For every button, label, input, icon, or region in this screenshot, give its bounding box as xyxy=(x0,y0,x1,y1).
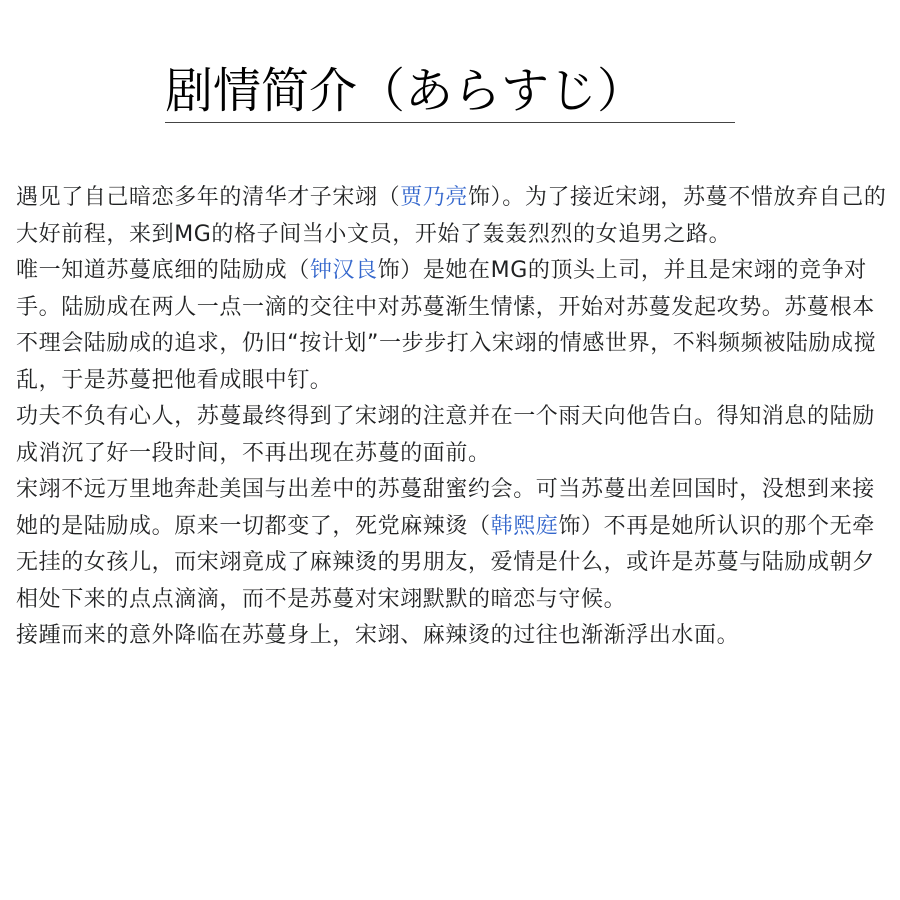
synopsis-paragraph xyxy=(16,180,892,253)
synopsis-paragraph xyxy=(16,472,892,618)
paragraph-text: 饰）不再是她所认识的那个无牵无挂的女孩儿，而宋翊竟成了麻辣烫的男朋友，爱情是什么，或许是苏蔓与陆励成朝夕相处下来的点点滴滴，而不是苏蔓对宋翊默默的暗恋与守候。 xyxy=(16,513,875,612)
section-heading-container xyxy=(165,60,735,123)
paragraph-text: 遇见了自己暗恋多年的清华才子宋翊（ xyxy=(16,185,401,210)
actor-link[interactable]: 韩熙庭 xyxy=(490,513,559,539)
actor-link[interactable]: 贾乃亮 xyxy=(400,185,469,210)
synopsis-paragraph xyxy=(16,253,892,399)
synopsis-paragraph xyxy=(16,399,892,472)
paragraph-text: 宋翊不远万里地奔赴美国与出差中的苏蔓甜蜜约会。可当苏蔓出差回国时，没想到来接她的是陆励成。原来一切都变了，死党麻辣烫（ xyxy=(16,477,875,539)
paragraph-text: 接踵而来的意外降临在苏蔓身上，宋翊、麻辣烫的过往也渐渐浮出水面。 xyxy=(16,623,740,648)
paragraph-text: 唯一知道苏蔓底细的陆励成（ xyxy=(16,258,310,283)
synopsis-body xyxy=(16,180,892,655)
paragraph-text: 功夫不负有心人，苏蔓最终得到了宋翊的注意并在一个雨天向他告白。得知消息的陆励成消沉了好一段时间，不再出现在苏蔓的面前。 xyxy=(16,404,875,466)
actor-link[interactable]: 钟汉良 xyxy=(309,258,378,283)
synopsis-paragraph xyxy=(16,618,892,655)
paragraph-text: 饰）。为了接近宋翊，苏蔓不惜放弃自己的大好前程，来到MG的格子间当小文员，开始了轰轰烈烈的女追男之路。 xyxy=(16,185,887,247)
paragraph-text: 饰）是她在MG的顶头上司，并且是宋翊的竞争对手。陆励成在两人一点一滴的交往中对苏蔓渐生情愫，开始对苏蔓发起攻势。苏蔓根本不理会陆励成的追求，仍旧“按计划”一步步打入宋翊的情感世界，不料频频被陆励成搅乱，于是苏蔓把他看成眼中钉。 xyxy=(16,258,877,393)
section-heading: 剧情简介（あらすじ） xyxy=(165,60,735,123)
